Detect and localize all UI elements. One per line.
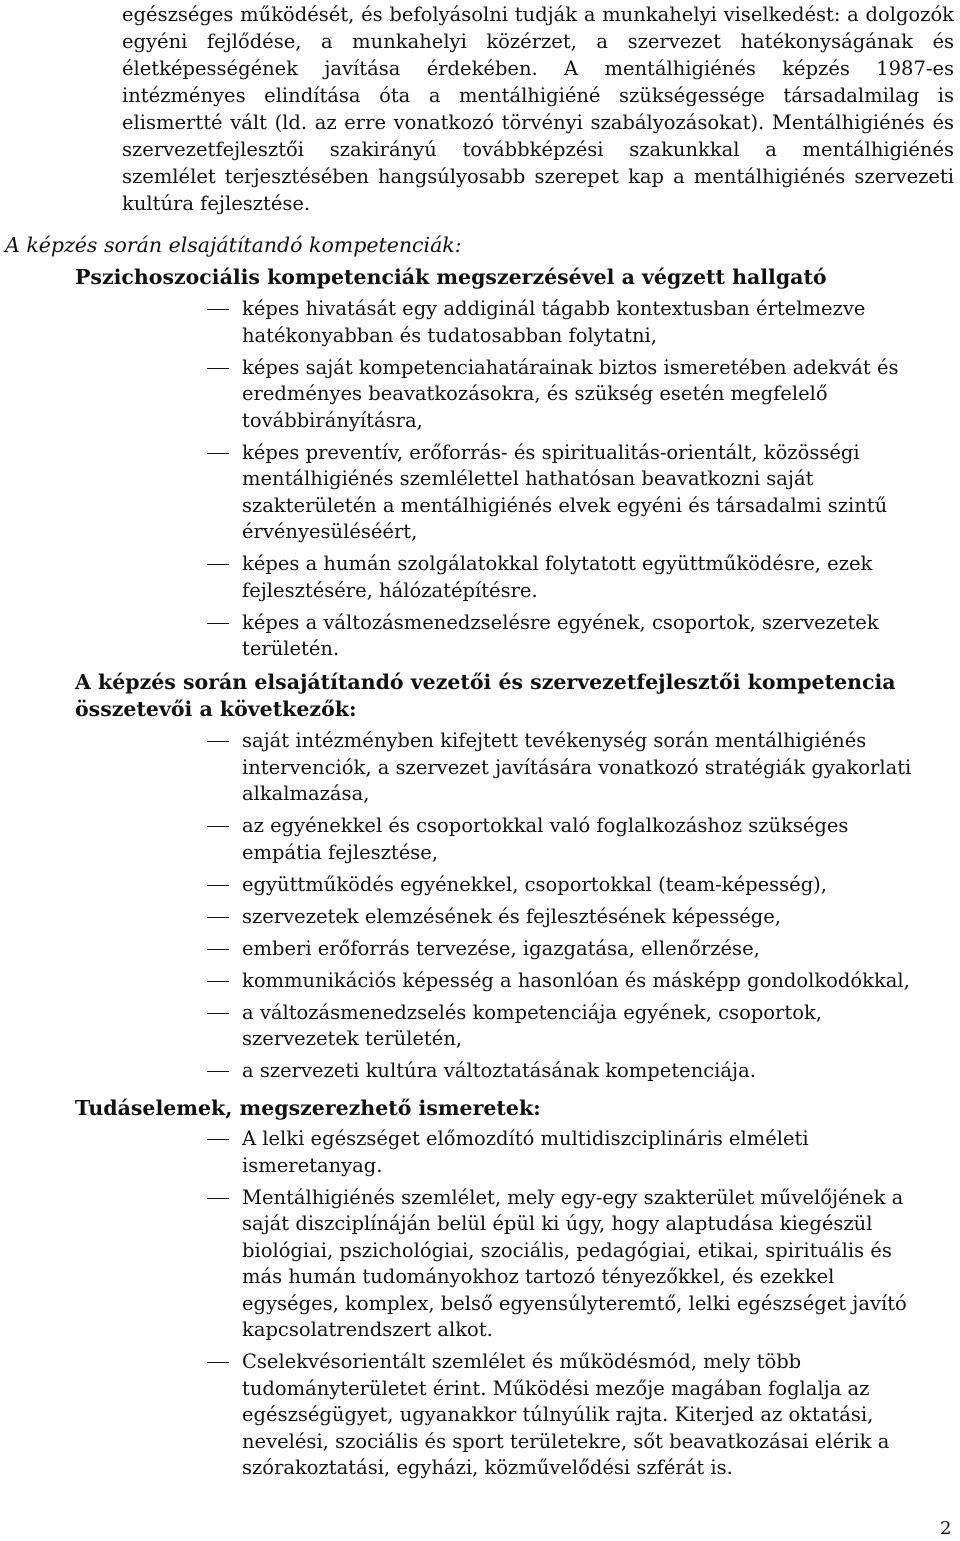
list-item bbox=[0, 1126, 922, 1179]
competencies-heading: A képzés során elsajátítandó kompetenciák: bbox=[5, 233, 462, 257]
list-item bbox=[0, 610, 922, 663]
dash-bullet bbox=[207, 1071, 229, 1072]
dash-bullet bbox=[207, 1362, 229, 1363]
psychosocial-section-title: Pszichoszociális kompetenciák megszerzésével a végzett hallgató bbox=[75, 265, 827, 289]
dash-bullet bbox=[207, 741, 229, 742]
dash-bullet bbox=[207, 1139, 229, 1140]
dash-bullet bbox=[207, 917, 229, 918]
list-item-text: az egyénekkel és csoportokkal való foglalkozáshoz szükséges empátia fejlesztése, bbox=[242, 814, 849, 864]
list-item bbox=[0, 1349, 922, 1482]
list-item bbox=[0, 904, 922, 931]
list-item bbox=[0, 1000, 922, 1053]
dash-bullet bbox=[207, 623, 229, 624]
leadership-competency-list bbox=[0, 728, 960, 1085]
list-item-text: együttműködés egyénekkel, csoportokkal (team-képesség), bbox=[242, 872, 827, 896]
list-item bbox=[0, 728, 922, 808]
list-item-text: Mentálhigiénés szemlélet, mely egy-egy szakterület művelőjének a saját diszciplínáján belül épül ki úgy, hogy alaptudása kiegészül biológiai, pszichológiai, szociális, pedagógiai, etikai, spirituális és más humán tudományokhoz tartozó tényezőkkel, és ezekkel egységes, komplex, belső egyensúlyteremtő, lelki egészséget javító kapcsolatrendszert alkot. bbox=[242, 1185, 907, 1341]
dash-bullet bbox=[207, 981, 229, 982]
list-item-text: Cselekvésorientált szemlélet és működésmód, mely több tudományterületet érint. Működési mezője magában foglalja az egészségügyet, ugyanakkor túlnyúlik rajta. Kiterjed az oktatási, nevelési, szociális és sport területekre, sőt beavatkozásai elérik a szórakoztatási, egyházi, közművelődési szférát is. bbox=[242, 1350, 890, 1479]
list-item-text: képes saját kompetenciahatárainak biztos ismeretében adekvát és eredményes beavatkozásokra, és szükség esetén megfelelő továbbirányításra, bbox=[242, 355, 899, 432]
list-item bbox=[0, 1058, 922, 1085]
list-item-text: képes preventív, erőforrás- és spiritualitás-orientált, közösségi mentálhigiénés szemlélettel hathatósan beavatkozni saját szakterületén a mentálhigiénés elvek egyéni és társadalmi szintű érvényesüléséért, bbox=[242, 440, 888, 543]
list-item-text: a szervezeti kultúra változtatásának kompetenciája. bbox=[242, 1059, 756, 1082]
dash-bullet bbox=[207, 564, 229, 565]
knowledge-section-title: Tudáselemek, megszerezhető ismeretek: bbox=[75, 1096, 541, 1120]
list-item bbox=[0, 551, 922, 604]
leadership-section-title: A képzés során elsajátítandó vezetői és szervezetfejlesztői kompetencia összetevői a következők: bbox=[75, 670, 896, 721]
list-item bbox=[0, 440, 922, 546]
dash-bullet bbox=[207, 885, 229, 886]
dash-bullet bbox=[207, 453, 229, 454]
dash-bullet bbox=[207, 309, 229, 310]
knowledge-element-list bbox=[0, 1126, 960, 1482]
list-item bbox=[0, 813, 922, 866]
list-item-text: szervezetek elemzésének és fejlesztésének képessége, bbox=[242, 904, 781, 928]
list-item-text: kommunikációs képesség a hasonlóan és másképp gondolkodókkal, bbox=[242, 968, 910, 992]
dash-bullet bbox=[207, 368, 229, 369]
list-item-text: A lelki egészséget előmozdító multidiszciplináris elméleti ismeretanyag. bbox=[242, 1127, 809, 1177]
page-number: 2 bbox=[940, 1518, 952, 1539]
list-item bbox=[0, 872, 922, 899]
list-item bbox=[0, 355, 922, 435]
dash-bullet bbox=[207, 1013, 229, 1014]
list-item-text: a változásmenedzselés kompetenciája egyének, csoportok, szervezetek területén, bbox=[242, 1000, 822, 1050]
list-item bbox=[0, 1185, 922, 1344]
dash-bullet bbox=[207, 949, 229, 950]
list-item-text: képes a változásmenedzselésre egyének, csoportok, szervezetek területén. bbox=[242, 610, 879, 660]
list-item-text: saját intézményben kifejtett tevékenység során mentálhigiénés intervenciók, a szervezet javítására vonatkozó stratégiák gyakorlati alkalmazása, bbox=[242, 729, 912, 805]
list-item-text: képes hivatását egy addiginál tágabb kontextusban értelmezve hatékonyabban és tudatosabban folytatni, bbox=[242, 297, 866, 347]
list-item bbox=[0, 936, 922, 963]
intro-paragraph: egészséges működését, és befolyásolni tudják a munkahelyi viselkedést: a dolgozók egyéni fejlődése, a munkahelyi közérzet, a szervezet hatékonyságának és életképességének javítása érdekében. A mentálhigiénés képzés 1987-es intézményes elindítása óta a mentálhigiéné szükségessége társadalmilag is elismertté vált (ld. az erre vonatkozó törvényi szabályozásokat). Mentálhigiénés és szervezetfejlesztői szakirányú továbbképzési szakunkkal a mentálhigiénés szemlélet terjesztésében hangsúlyosabb szerepet kap a mentálhigiénés szervezeti kultúra fejlesztése. bbox=[122, 3, 954, 215]
list-item-text: képes a humán szolgálatokkal folytatott együttműködésre, ezek fejlesztésére, hálózatépítésre. bbox=[242, 552, 873, 602]
dash-bullet bbox=[207, 1198, 229, 1199]
psychosocial-competency-list bbox=[0, 296, 960, 663]
list-item bbox=[0, 296, 922, 349]
list-item-text: emberi erőforrás tervezése, igazgatása, ellenőrzése, bbox=[242, 936, 760, 960]
dash-bullet bbox=[207, 826, 229, 827]
list-item bbox=[0, 968, 922, 995]
